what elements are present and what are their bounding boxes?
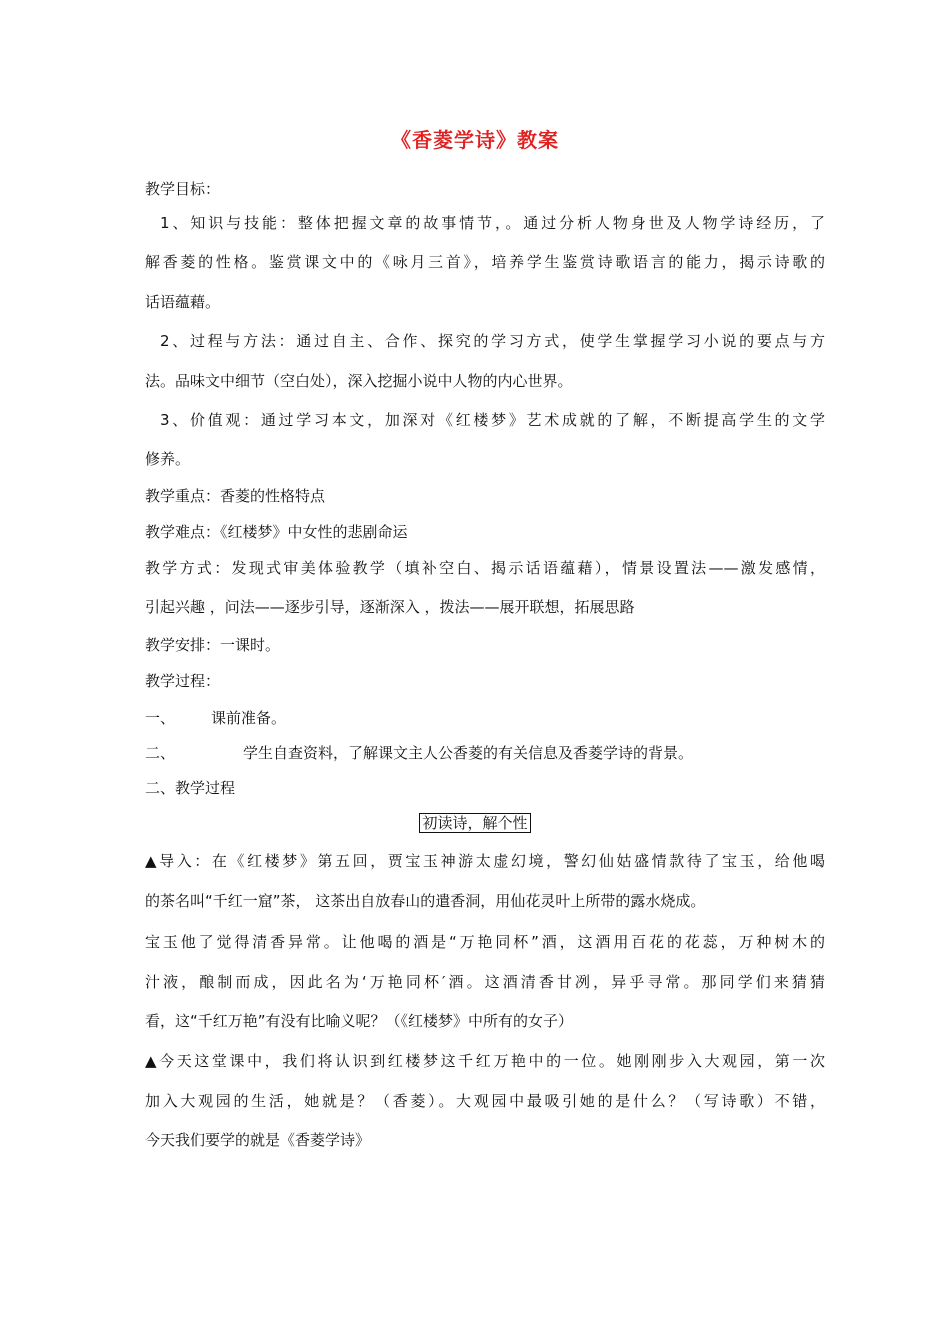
difficulty: 教学难点：《红楼梦》中女性的悲剧命运 [145, 523, 408, 541]
section-box-wrap [0, 813, 950, 833]
today-line1: ▲今天这堂课中，我们将认识到红楼梦这千红万艳中的一位。她刚刚步入大观园，第一次 [145, 1052, 825, 1070]
step3: 二、教学过程 [145, 779, 236, 797]
step2-text: 学生自查资料，了解课文主人公香菱的有关信息及香菱学诗的背景。 [243, 744, 694, 762]
step1-text: 课前准备。 [211, 709, 287, 727]
objectives-heading: 教学目标： [145, 180, 221, 198]
arrangement: 教学安排：一课时。 [145, 636, 281, 654]
objective1-line3: 话语蕴藉。 [145, 293, 221, 311]
key-point: 教学重点：香菱的性格特点 [145, 487, 326, 505]
step1-number: 一、 [145, 709, 176, 727]
today-line2: 加入大观园的生活，她就是？（香菱）。大观园中最吸引她的是什么？（写诗歌）不错， [145, 1092, 825, 1110]
objective1-line1: 1、知识与技能：整体把握文章的故事情节，。通过分析人物身世及人物学诗经历，了 [160, 214, 825, 232]
method-line2: 引起兴趣 ，问法——逐步引导，逐渐深入 ，拨法——展开联想，拓展思路 [145, 598, 635, 616]
objective1-line2: 解香菱的性格。鉴赏课文中的《咏月三首》，培养学生鉴赏诗歌语言的能力，揭示诗歌的 [145, 253, 825, 271]
method-line1: 教学方式：发现式审美体验教学（填补空白、揭示话语蕴藉），情景设置法——激发感情， [145, 559, 825, 577]
objective3-line1: 3、价值观：通过学习本文，加深对《红楼梦》艺术成就的了解，不断提高学生的文学 [160, 411, 825, 429]
objective3-line2: 修养。 [145, 450, 191, 468]
step2 [145, 743, 825, 763]
intro-line2: 的茶名叫“千红一窟”茶， 这茶出自放春山的遣香洞，用仙花灵叶上所带的露水烧成。 [145, 892, 706, 910]
intro-line3: 宝玉他了觉得清香异常。让他喝的酒是“万艳同杯”酒，这酒用百花的花蕊，万种树木的 [145, 933, 825, 951]
step2-number: 二、 [145, 744, 176, 762]
section-box: 初读诗，解个性 [419, 813, 530, 833]
objective2-line2: 法。品味文中细节（空白处），深入挖掘小说中人物的内心世界。 [145, 372, 573, 390]
intro-line4: 汁液，酿制而成，因此名为‘万艳同杯′酒。这酒清香甘冽，异乎寻常。那同学们来猜猜 [145, 973, 825, 991]
intro-line5: 看，这“千红万艳”有没有比喻义呢？（《红楼梦》中所有的女子） [145, 1012, 574, 1030]
today-line3: 今天我们要学的就是《香菱学诗》 [145, 1131, 371, 1149]
process-heading: 教学过程： [145, 672, 221, 690]
intro-line1: ▲导入：在《红楼梦》第五回，贾宝玉神游太虚幻境，警幻仙姑盛情款待了宝玉，给他喝 [145, 852, 825, 870]
document-title: 《香菱学诗》教案 [391, 128, 559, 152]
objective2-line1: 2、过程与方法：通过自主、合作、探究的学习方式，使学生掌握学习小说的要点与方 [160, 332, 825, 350]
step1 [145, 708, 825, 728]
